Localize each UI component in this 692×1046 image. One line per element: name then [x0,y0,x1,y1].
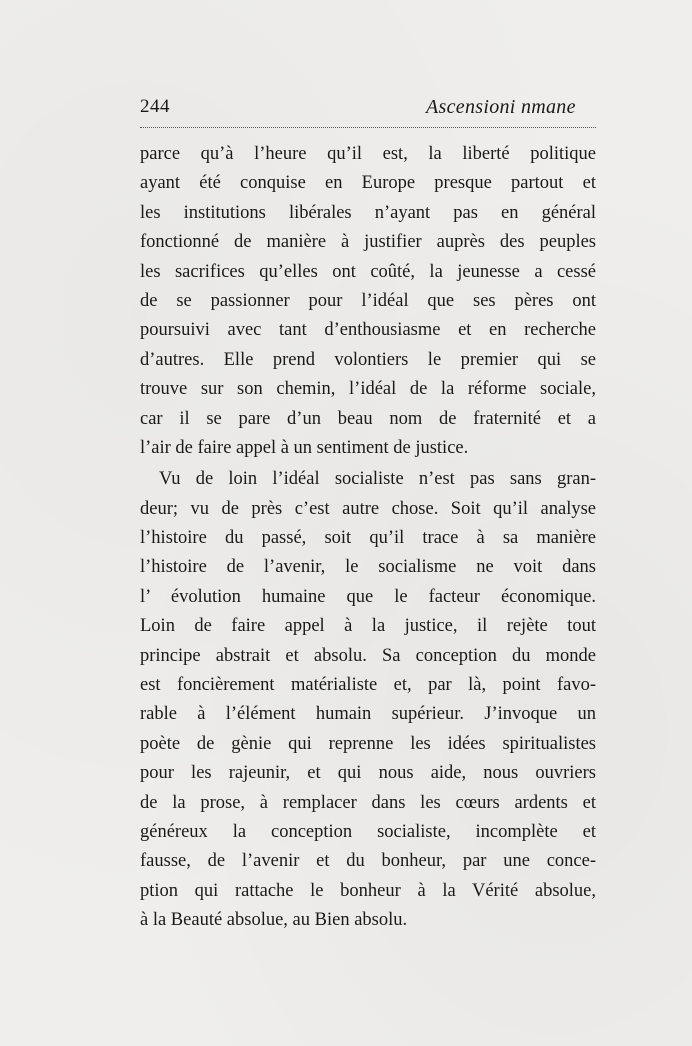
paragraph-2 [140,465,596,935]
running-title: Ascensioni nmane [426,96,576,118]
text-line: Loin de faire appel à la justice, il rejète tout [140,616,596,637]
text-line: de se passionner pour l’idéal que ses pères ont [140,290,596,311]
text-line: l’ évolution humaine que le facteur économique. [140,586,596,607]
text-line: généreux la conception socialiste, incomplète et [140,821,596,842]
text-line: les sacrifices qu’elles ont coûté, la jeunesse a cessé [140,261,596,282]
text-line: deur; vu de près c’est autre chose. Soit qu’il analyse [140,498,596,519]
text-line: à la Beauté absolue, au Bien absolu. [140,910,408,931]
text-line: d’autres. Elle prend volontiers le premier qui se [140,349,596,370]
text-line: Vu de loin l’idéal socialiste n’est pas sans gran- [159,469,596,490]
text-line: les institutions libérales n’ayant pas en général [140,202,596,223]
text-line: rable à l’élément humain supérieur. J’invoque un [140,704,596,725]
paragraph-1 [140,140,596,463]
page-header [140,96,596,124]
text-line: de la prose, à remplacer dans les cœurs ardents et [140,792,596,813]
text-line: l’histoire de l’avenir, le socialisme ne voit dans [140,557,596,578]
text-line: fonctionné de manière à justifier auprès des peuples [140,232,596,253]
text-line: parce qu’à l’heure qu’il est, la liberté politique [140,144,596,164]
page-number: 244 [140,96,170,117]
text-line: ayant été conquise en Europe presque partout et [140,173,596,194]
text-line: pour les rajeunir, et qui nous aide, nous ouvriers [140,763,596,784]
header-rule [140,127,596,128]
text-line: fausse, de l’avenir et du bonheur, par une conce- [140,851,596,872]
text-line: principe abstrait et absolu. Sa conception du monde [140,645,596,666]
text-line: ption qui rattache le bonheur à la Vérité absolue, [140,880,596,901]
text-line: car il se pare d’un beau nom de fraternité et a [140,408,596,429]
text-line: poursuivi avec tant d’enthousiasme et en recherche [140,320,596,341]
text-line: poète de gènie qui reprenne les idées spiritualistes [140,733,596,754]
text-line: l’air de faire appel à un sentiment de justice. [140,437,469,458]
text-line: l’histoire du passé, soit qu’il trace à sa manière [140,528,596,549]
text-line: trouve sur son chemin, l’idéal de la réforme sociale, [140,379,596,400]
body-text [140,140,596,936]
text-line: est foncièrement matérialiste et, par là, point favo- [140,675,596,696]
